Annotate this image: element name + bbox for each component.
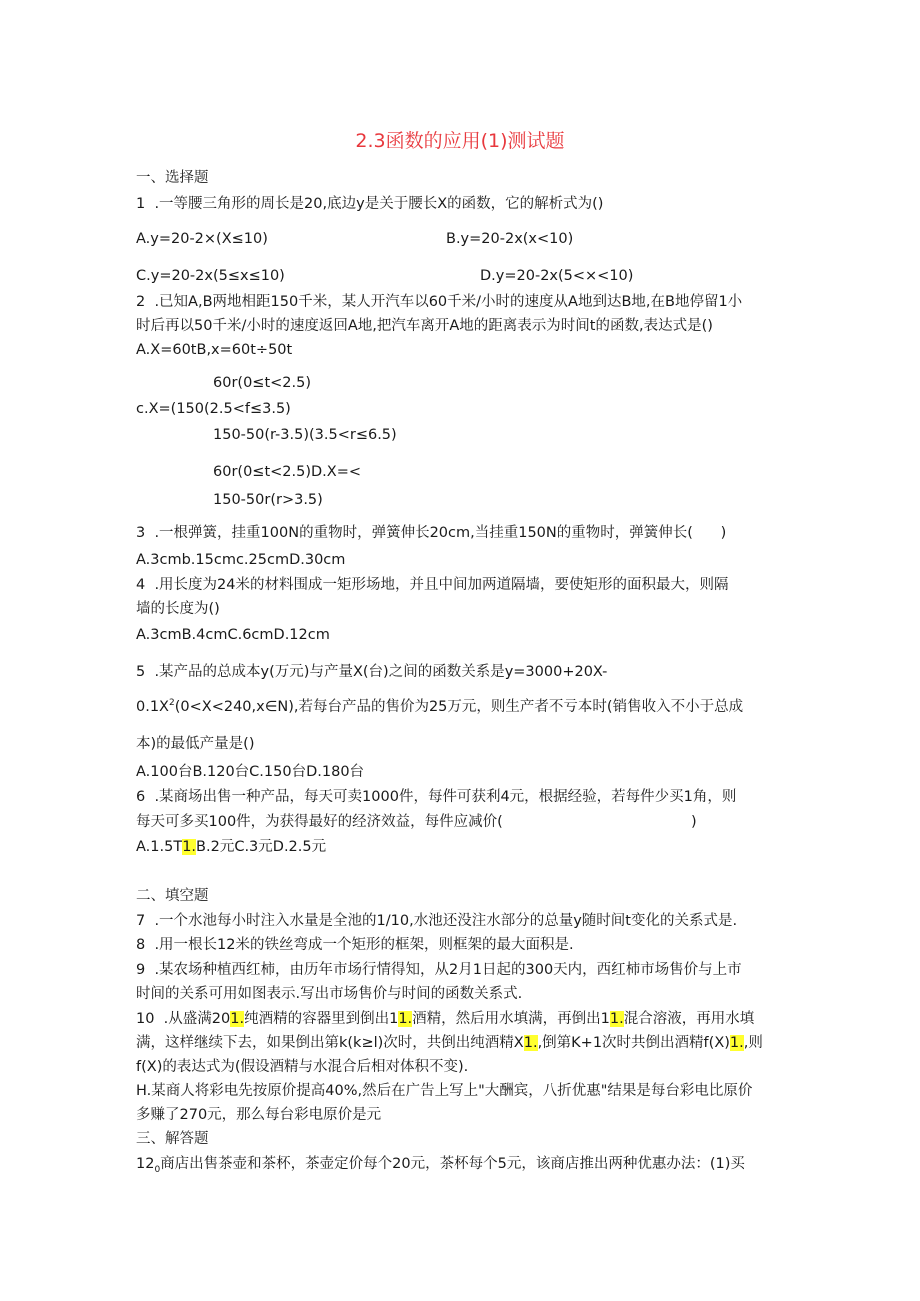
page-title: 2.3函数的应用(1)测试题 [355, 130, 565, 152]
text: 纯酒精的容器里到倒出1 [244, 1011, 399, 1027]
option-text: A.1.5T [136, 839, 183, 855]
question-2-option-c: c.X=(150(2.5<f≤3.5) [136, 401, 291, 417]
exponent: 2 [169, 698, 175, 708]
question-10-line-3: f(X)的表达式为(假设酒精与水混合后相对体积不变). [136, 1059, 469, 1075]
question-1-option-b: B.y=20-2x(x<10) [446, 231, 574, 247]
question-5-text-b: (0<X<240,x∈N),若每台产品的售价为25万元，则生产者不亏本时(销售收入不小于总成 [174, 699, 744, 715]
question-10-line-1 [136, 1009, 754, 1029]
question-6-paren-close: ) [691, 814, 697, 830]
highlighted-text: 1. [729, 1035, 744, 1051]
text: 满，这样继续下去，如果倒出第k(k≥l)次时，共倒出纯酒精X [136, 1035, 524, 1051]
question-11-line-1: H.某商人将彩电先按原价提高40%,然后在广告上写上"大酬宾，八折优惠"结果是每台彩电比原价 [136, 1083, 753, 1099]
option-text: B.2元C.3元D.2.5元 [196, 839, 327, 855]
text: ,则 [743, 1035, 763, 1051]
question-12-line-1 [136, 1154, 745, 1180]
question-9-line-1: 9 .某农场种植西红柿，由历年市场行情得知，从2月1日起的300天内，西红柿市场售价与上市 [136, 962, 742, 978]
question-number: 12 [136, 1156, 155, 1172]
question-3-options: A.3cmb.15cmc.25cmD.30cm [136, 552, 346, 568]
question-2-option-a: A.X=60tB,x=60t÷50t [136, 342, 293, 358]
question-6-options [136, 837, 326, 857]
highlighted-text: 1. [230, 1011, 245, 1027]
section-heading-answer: 三、解答题 [136, 1131, 209, 1147]
text: 10 .从盛满20 [136, 1011, 231, 1027]
question-5-text-a: 0.1X [136, 699, 169, 715]
question-10-line-2 [136, 1033, 763, 1053]
question-3: 3 .一根弹簧，挂重100N的重物时，弹簧伸长20cm,当挂重150N的重物时，弹簧伸长( ) [136, 525, 727, 541]
question-7: 7 .一个水池每小时注入水量是全池的1/10,水池还没注水部分的总量y随时间t变化的关系式是. [136, 913, 738, 929]
question-1-option-c: C.y=20-2x(5≤x≤10) [136, 268, 285, 284]
question-4-options: A.3cmB.4cmC.6cmD.12cm [136, 627, 330, 643]
question-5-line-1: 5 .某产品的总成本y(万元)与产量X(台)之间的函数关系是y=3000+20X- [136, 664, 608, 680]
subscript: 0 [154, 1164, 161, 1175]
highlighted-text: 1. [523, 1035, 538, 1051]
highlighted-text: 1. [182, 839, 197, 855]
text: 酒精，然后用水填满，再倒出1 [412, 1011, 610, 1027]
question-5-options: A.100台B.120台C.150台D.180台 [136, 764, 365, 780]
question-2-option-d-piece-1: 60r(0≤t<2.5)D.X=< [213, 464, 362, 480]
highlighted-text: 1. [609, 1011, 624, 1027]
question-2-option-c-piece-3: 150-50(r-3.5)(3.5<r≤6.5) [213, 427, 397, 443]
question-11-line-2: 多赚了270元，那么每台彩电原价是元 [136, 1107, 382, 1123]
question-5-line-2 [136, 697, 743, 717]
question-6-line-2: 每天可多买100件，为获得最好的经济效益，每件应减价( [136, 814, 503, 830]
text: 商店出售茶壶和茶杯，茶壶定价每个20元，茶杯每个5元，该商店推出两种优惠办法：(1)买 [160, 1156, 745, 1172]
highlighted-text: 1. [398, 1011, 413, 1027]
question-1-option-a: A.y=20-2×(X≤10) [136, 231, 268, 247]
question-2-line-1: 2 .已知A,B两地相距150千米，某人开汽车以60千米/小时的速度从A地到达B地,在B地停留1小 [136, 294, 743, 310]
section-heading-choice: 一、选择题 [136, 170, 209, 186]
question-5-line-3: 本)的最低产量是() [136, 736, 255, 752]
section-heading-fill: 二、填空题 [136, 888, 209, 904]
question-4-line-1: 4 .用长度为24米的材料围成一矩形场地，并且中间加两道隔墙，要使矩形的面积最大，则隔 [136, 577, 729, 593]
question-9-line-2: 时间的关系可用如图表示.写出市场售价与时间的函数关系式. [136, 986, 523, 1002]
question-1-option-d: D.y=20-2x(5<×<10) [480, 268, 634, 284]
question-2-option-c-piece-1: 60r(0≤t<2.5) [213, 375, 311, 391]
text: ,倒第K+1次时共倒出酒精f(X) [537, 1035, 730, 1051]
question-8: 8 .用一根长12米的铁丝弯成一个矩形的框架，则框架的最大面积是. [136, 937, 574, 953]
text: 混合溶液，再用水填 [623, 1011, 755, 1027]
question-2-line-2: 时后再以50千米/小时的速度返回A地,把汽车离开A地的距离表示为时间t的函数,表达式是() [136, 318, 713, 334]
question-6-line-1: 6 .某商场出售一种产品，每天可卖1000件，每件可获利4元，根据经验，若每件少买1角，则 [136, 789, 737, 805]
question-2-option-d-piece-2: 150-50r(r>3.5) [213, 492, 323, 508]
question-1: 1 .一等腰三角形的周长是20,底边y是关于腰长X的函数，它的解析式为() [136, 196, 604, 212]
question-4-line-2: 墙的长度为() [136, 601, 220, 617]
